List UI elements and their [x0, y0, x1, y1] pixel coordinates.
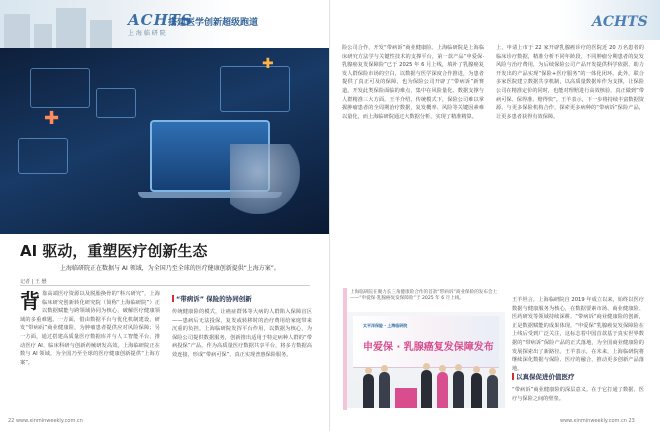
medical-cross-icon: ✚ — [44, 108, 60, 129]
article-column-5: 王羊坦言，上海临研院自 2019 年成立以来，始终以医疗数据与健康服务为核心，在数据要素市场、商业健康险、医药研发等领域持续深耕。“带病诉”商业健康险的创新，正是数据赋能的成果体现。“申爱保”乳腺癌复发保障险在上线后受到广泛关注，这标志着中国首款基于真实世界数据的“带病诉”保险产品的正式落地，为全国商业健康险的发展探索出了新路径。王羊表示，在未来，上海临研院将继续深化数据与保险、医疗的融合，推动更多创新产品落地。 — [512, 297, 644, 372]
column-text: 靠高端医疗资源以及脱胎换骨的“科兴研究”，上海临床研究创新转化研究院（简称“上海临研院”）正以数据赋能与跨领域协同为核心，破解医疗健康领域的多重难题。一方面，借由数据平台与优化机制建设，研发“带病码”商业健康险，为肿瘤患者提供应对风险保障；另一方面，通过搭建高质量医疗数据库并与人工智能平台，推动医疗 AI、临床科研与创新药械研发高效。上海临研院正在数与 AI 领域，为全国乃至全球的医疗健康创新提供“上海方案”。 — [20, 291, 160, 366]
top-banner — [0, 0, 330, 48]
photo-caption: 上海临研院在聚力长三角健康险合作的首款“带病诉”商业保险的发布会上——“申爱保·乳腺癌复发保障险”于 2025 年 6 月上线。 — [350, 290, 498, 302]
page-footer: www.xinminweekly.com.cn 23 — [560, 418, 635, 424]
hologram-panel — [30, 68, 90, 108]
article-title: AI 驱动，重塑医疗创新生态 — [20, 242, 208, 260]
divider — [20, 285, 310, 286]
article-column-1 — [20, 290, 160, 410]
person-figure — [487, 375, 498, 408]
byline: 记者 | 王 懋 — [20, 279, 47, 285]
hologram-panel — [220, 66, 290, 112]
section-heading: “带病诉” 保险的协同创新 — [172, 294, 252, 303]
achts-logo: ACHTS — [128, 11, 193, 29]
article-column-4: 上，申请上市于 22 家开辟乳腺癌诊疗的医院近 20 万名患者的临床诊疗数据，精准分析不同年龄段、不同肿瘤分期患者的复发风险与治疗费用，为后续保险公司产品开发提供科学依据，助力开发出的产品实现“保险+医疗服务”的一体化闭环。此外，联合多家医院建立数据共享机制，以高质量数据库作为支撑，让保险公司在精准定价的同时，也能对理赔进行高效核验，真正做到“带病可保、保得准、赔得快”。王羊表示，下一步将持续丰富数据资源，与更多保险机构合作，探索更多病种的“带病诉”保险产品，让更多患者获得有效保障。 — [496, 45, 644, 120]
page-footer: 22 www.xinminweekly.com.cn — [8, 418, 83, 424]
achts-logo: ACHTS — [592, 14, 648, 30]
building-silhouette — [4, 14, 30, 48]
building-silhouette — [90, 20, 112, 48]
podium — [395, 388, 417, 408]
stage-backdrop — [353, 316, 499, 368]
person-figure — [421, 370, 432, 408]
sponsor-logo: 太平洋保险 · 上海临研院 — [363, 323, 408, 328]
person-figure — [453, 371, 464, 408]
achts-logo-subtitle: 上 海 临 研 院 — [128, 30, 166, 37]
article-column-3: 险公司合作，开发“带病诉”商业健康险。上海临研院是上海临床研究方法学与关键性技术的支撑平台，第一款产品“申爱保·乳腺癌复发保障险”已于 2025 年 6 月上线，填补了乳腺癌复发人群保险市场的空白，以数据与医学深度合作推进，为患者提供了真正可及的保障，也为保险公司开辟了“带病诉”新赛道。开发此类保险面临的难点，集中在风险量化、数据支撑与人群精准三大方面。王羊介绍，传统模式下，保险公司难以掌握肿瘤患者的全周期治疗数据，复发概率、风险等关键因素难以量化，而上海临研院通过大数据分析，实现了精准精算。 — [342, 45, 484, 120]
person-figure — [379, 372, 390, 408]
article-column-6b: “带病诉”商业健康险的深层意义，在于它打通了数据、医疗与保险之间的壁垒。 — [512, 387, 644, 402]
hologram-panel — [18, 138, 68, 174]
hero-image — [0, 48, 330, 234]
article-column-2: 传统健康险的模式，让癌症群体等大病的人群陷入保障盲区——患病后无法投保，复发或转移时的治疗费用给家庭带来沉重的负担。上海临研院发挥平台作用，以数据为核心，为保险公司提供数据服务，创新推出适用于特定病种人群的“带病投保”产品。作为高质量医疗数据共享平台，将多方数据高效连接，形成“带病可保”，真正实现普惠保险服务。 — [172, 309, 312, 358]
building-silhouette — [34, 24, 52, 48]
person-figure — [471, 373, 482, 408]
banner-title: 搭建医学创新超级跑道 — [168, 18, 259, 28]
section-heading: 以真保促进价值医疗 — [512, 372, 575, 381]
event-photo — [347, 312, 505, 408]
hologram-panel — [96, 88, 136, 118]
person-figure — [437, 372, 448, 408]
hand-illustration — [230, 144, 300, 214]
drop-cap: 背 — [20, 289, 40, 313]
article-subtitle: 上海临研院正在数据与 AI 领域，为全国乃至全球的医疗健康创新提供“上海方案”。 — [60, 265, 280, 272]
person-figure — [363, 374, 374, 408]
building-silhouette — [56, 8, 86, 48]
stage-title: 申爱保 · 乳腺癌复发保障发布 — [363, 342, 494, 353]
medical-cross-icon: ✚ — [262, 56, 274, 72]
